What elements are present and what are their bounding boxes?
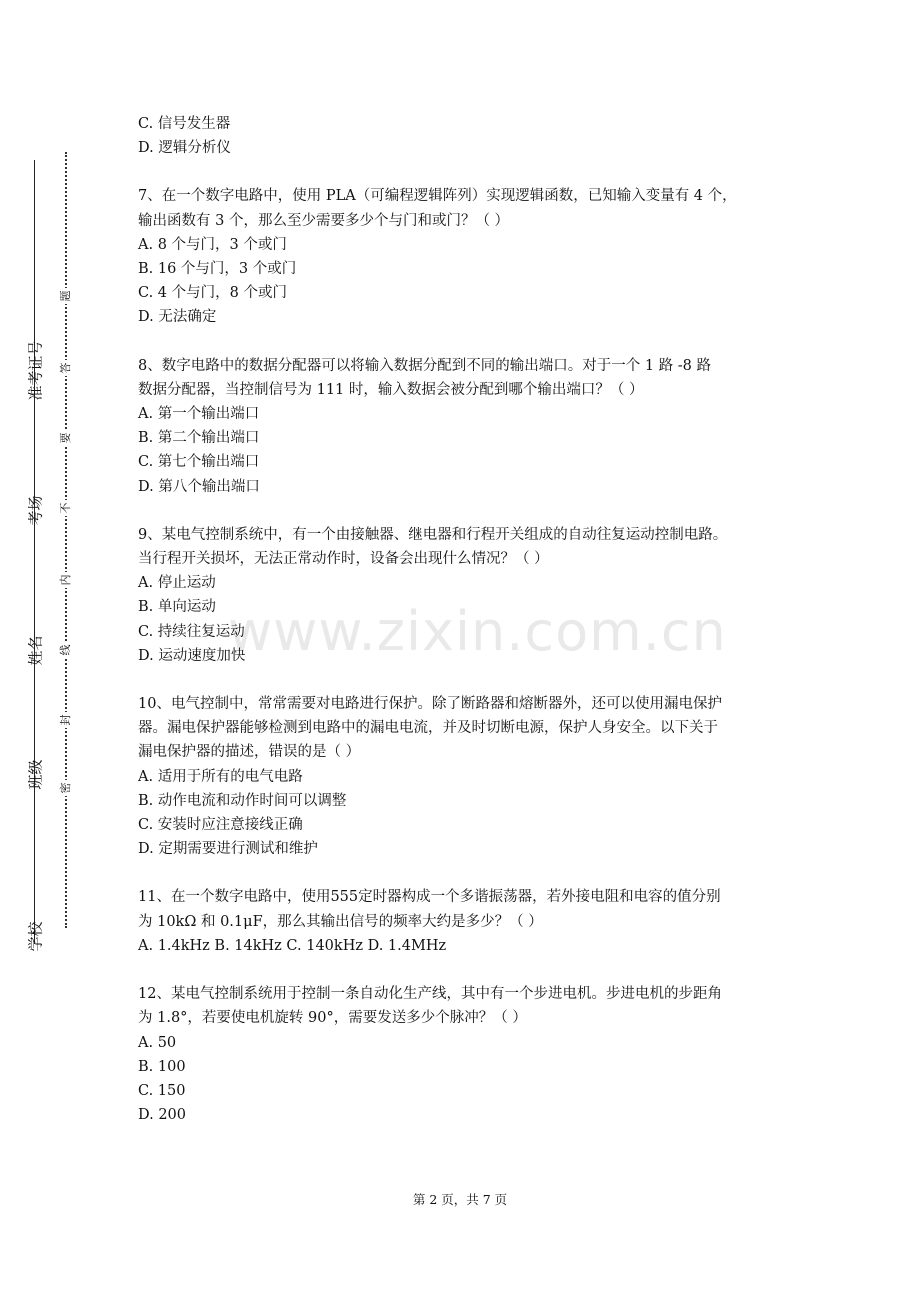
option: B. 第二个输出端口 [138, 430, 260, 447]
question-text: 9、某电气控制系统中，有一个由接触器、继电器和行程开关组成的自动往复运动控制电路。 [138, 526, 728, 543]
option: C. 持续往复运动 [138, 623, 245, 640]
question-6-tail [138, 112, 798, 160]
option: D. 无法确定 [138, 309, 217, 326]
seal-char: 封 [57, 712, 73, 728]
question-text: 器。漏电保护器能够检测到电路中的漏电电流，并及时切断电源，保护人身安全。以下关于 [138, 720, 718, 737]
question-8 [138, 354, 798, 499]
question-9 [138, 523, 798, 668]
question-text: 输出函数有 3 个，那么至少需要多少个与门和或门？（ ） [138, 212, 510, 229]
option: C. 4 个与门，8 个或门 [138, 285, 287, 302]
question-7 [138, 184, 798, 329]
option: B. 动作电流和动作时间可以调整 [138, 792, 347, 809]
option: A. 1.4kHz B. 14kHz C. 140kHz D. 1.4MHz [138, 937, 447, 954]
question-text: 7、在一个数字电路中，使用 PLA（可编程逻辑阵列）实现逻辑函数，已知输入变量有 4 个， [138, 188, 737, 205]
watermark: www.zixin.com.cn [228, 600, 727, 663]
seal-char: 答 [57, 360, 73, 376]
option: B. 16 个与门，3 个或门 [138, 261, 297, 278]
seal-char: 不 [57, 500, 73, 516]
question-text: 数据分配器，当控制信号为 111 时，输入数据会被分配到哪个输出端口？（ ） [138, 381, 644, 398]
option: C. 安装时应注意接线正确 [138, 817, 303, 834]
question-text: 10、电气控制中，常常需要对电路进行保护。除了断路器和熔断器外，还可以使用漏电保护 [138, 696, 722, 713]
option: D. 定期需要进行测试和维护 [138, 841, 318, 858]
question-10 [138, 692, 798, 861]
question-11 [138, 885, 798, 958]
label-exam-number: 准考证号 [26, 340, 45, 401]
option: C. 150 [138, 1082, 186, 1099]
question-list [138, 112, 798, 1127]
question-text: 为 10kΩ 和 0.1μF，那么其输出信号的频率大约是多少？（ ） [138, 913, 543, 930]
option: C. 第七个输出端口 [138, 454, 260, 471]
label-class: 班级 [26, 759, 45, 790]
seal-char: 题 [57, 288, 73, 304]
option: A. 第一个输出端口 [138, 406, 260, 423]
binding-line [34, 160, 35, 944]
option: A. 停止运动 [138, 575, 216, 592]
question-text: 当行程开关损坏，无法正常动作时，设备会出现什么情况？（ ） [138, 551, 549, 568]
label-exam-room: 考场 [26, 495, 45, 526]
option: D. 200 [138, 1107, 187, 1124]
seal-char: 要 [57, 430, 73, 446]
dotted-seal-line [65, 152, 67, 928]
page-footer: 第 2 页，共 7 页 [412, 1192, 508, 1207]
question-text: 漏电保护器的描述，错误的是（ ） [138, 744, 361, 761]
question-text: 8、数字电路中的数据分配器可以将输入数据分配到不同的输出端口。对于一个 1 路 -8 路 [138, 357, 712, 374]
seal-char: 内 [57, 572, 73, 588]
question-text: 为 1.8°，若要使电机旋转 90°，需要发送多少个脉冲？（ ） [138, 1010, 527, 1027]
option: D. 第八个输出端口 [138, 478, 260, 495]
option: A. 50 [138, 1034, 177, 1051]
option: B. 100 [138, 1058, 186, 1075]
label-school: 学校 [26, 921, 45, 952]
option: D. 逻辑分析仪 [138, 140, 231, 157]
label-name: 姓名 [26, 635, 45, 666]
option: C. 信号发生器 [138, 116, 231, 132]
option: D. 运动速度加快 [138, 647, 246, 664]
question-text: 11、在一个数字电路中，使用555定时器构成一个多谐振荡器，若外接电阻和电容的值分别 [138, 889, 721, 906]
option: A. 适用于所有的电气电路 [138, 768, 303, 785]
question-12 [138, 982, 798, 1127]
seal-char: 线 [57, 642, 73, 658]
option: A. 8 个与门，3 个或门 [138, 236, 287, 253]
seal-char: 密 [57, 780, 73, 796]
option: B. 单向运动 [138, 599, 216, 616]
question-text: 12、某电气控制系统用于控制一条自动化生产线，其中有一个步进电机。步进电机的步距角 [138, 986, 722, 1003]
